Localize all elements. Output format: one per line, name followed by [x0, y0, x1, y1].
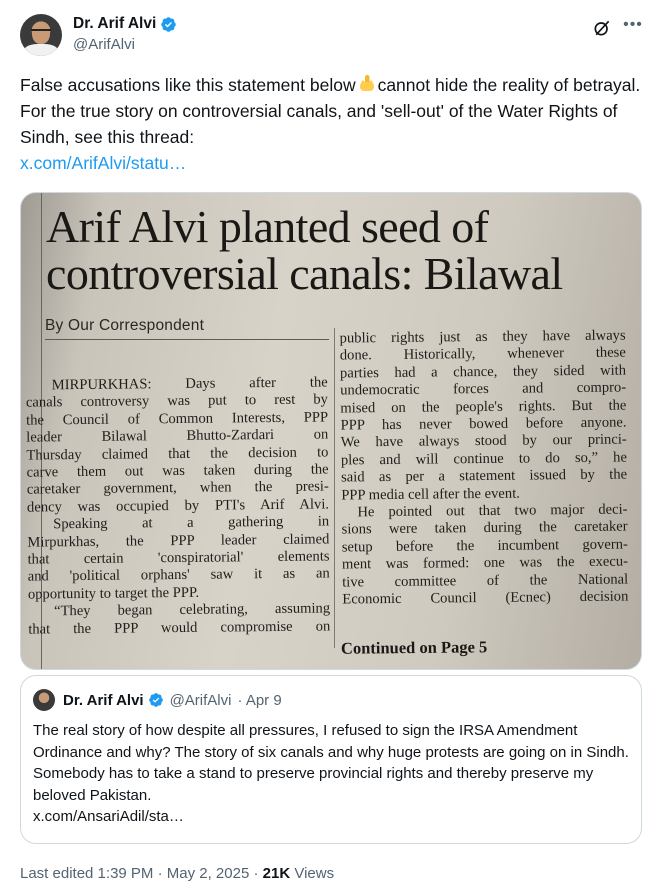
article-line: caretaker government, when the presi-	[26, 478, 329, 499]
byline-rule	[45, 339, 329, 340]
article-line: tive committee of the National	[342, 571, 629, 591]
avatar[interactable]	[20, 14, 62, 56]
article-line: “They began celebrating, assuming	[54, 600, 331, 620]
article-left-column	[26, 374, 331, 638]
article-line: Mirpurkhas, the PPP leader claimed	[27, 531, 330, 551]
headline-line-1: Arif Alvi planted seed of	[46, 201, 489, 252]
author-handle[interactable]: @ArifAlvi	[73, 36, 135, 53]
quoted-link[interactable]: x.com/AnsariAdil/sta…	[33, 808, 184, 825]
grok-icon[interactable]	[592, 18, 612, 38]
article-line: that the PPP would compromise on	[28, 618, 331, 638]
article-line: public rights just as they have always	[339, 327, 626, 347]
article-line: PPP media cell after the event.	[341, 485, 520, 504]
views-count[interactable]: 21K	[262, 865, 291, 882]
newspaper-clipping-image[interactable]	[20, 192, 642, 670]
author-name-text[interactable]: Dr. Arif Alvi	[73, 15, 157, 32]
article-line: sions were taken during the caretaker	[341, 518, 628, 538]
article-line: MIRPURKHAS: Days after the	[51, 374, 328, 394]
author-name[interactable]	[73, 15, 177, 33]
tweet-text-part1: False accusations like this statement below	[20, 75, 356, 95]
quoted-tweet-header	[33, 689, 282, 711]
article-line: that certain 'conspiratorial' elements	[27, 548, 330, 568]
tweet-meta	[20, 865, 334, 882]
quoted-tweet[interactable]	[20, 675, 642, 844]
views-label: Views	[294, 865, 335, 882]
article-line: dency was occupied by PTI's Arif Alvi.	[26, 496, 330, 516]
headline-line-2: controversial canals: Bilawal	[46, 248, 563, 299]
article-line: ples and will continue to do so,” he	[340, 449, 627, 469]
article-line: leader Bilawal Bhutto-Zardari on	[26, 426, 329, 446]
article-line: Speaking at a gathering in	[53, 513, 330, 533]
quoted-text-body: The real story of how despite all pressures, I refused to sign the IRSA Amendment Ordinance and why? The story of six canals and why huge protests are going on in Sindh. Somebody has to take a stand to preserve provincial rights and thereby preserve my beloved Pakistan.	[33, 722, 629, 804]
verified-badge-icon	[148, 692, 164, 708]
tweet-thread-link[interactable]: x.com/ArifAlvi/statu…	[20, 153, 187, 173]
article-line: Thursday claimed that the decision to	[26, 444, 329, 464]
quoted-avatar	[33, 689, 55, 711]
article-line: undemocratic forces and compro-	[340, 379, 627, 399]
tweet-text-part2: cannot hide the reality of betrayal. For the true story on controversial canals, and 'sell-out' of the Water Rights of Sindh, see this thread:	[20, 75, 641, 147]
newspaper-headline	[46, 203, 636, 297]
column-divider	[334, 328, 335, 648]
quoted-date: · Apr 9	[237, 691, 282, 709]
tweet-text	[20, 72, 645, 150]
quoted-tweet-text	[33, 720, 629, 828]
article-line: PPP has never bowed before anyone.	[340, 414, 627, 434]
article-line: mised on the people's rights. But the	[340, 397, 627, 417]
article-line: ment was formed: one was the execu-	[341, 553, 629, 573]
article-line: Economic Council (Ecnec) decision	[342, 588, 629, 608]
article-right-column	[340, 328, 629, 609]
continued-label: Continued on Page 5	[340, 637, 488, 658]
newspaper-byline: By Our Correspondent	[45, 317, 205, 334]
edited-timestamp[interactable]: Last edited 1:39 PM · May 2, 2025 ·	[20, 865, 259, 882]
quoted-author-handle: @ArifAlvi	[169, 691, 232, 709]
article-line: said as per a statement issued by the	[341, 466, 628, 486]
article-line: setup before the incumbent govern-	[341, 536, 628, 556]
article-line: the Council of Common Interests, PPP	[26, 409, 329, 429]
article-line: opportunity to target the PPP.	[27, 584, 200, 603]
article-line: We have always stood by our princi-	[340, 431, 627, 451]
author-block	[73, 15, 177, 53]
article-line: done. Historically, whenever these	[339, 344, 626, 364]
verified-badge-icon	[160, 16, 177, 33]
article-line: carve them out was taken during the	[26, 461, 329, 481]
article-line: and 'political orphans' saw it as an	[27, 565, 330, 586]
article-line: canals controversy was put to rest by	[25, 391, 328, 411]
quoted-author-name: Dr. Arif Alvi	[63, 691, 144, 709]
article-line: parties had a chance, they sided with	[339, 362, 627, 382]
pointing-down-icon	[357, 74, 377, 94]
article-line: He pointed out that two major deci-	[357, 501, 628, 521]
tweet-header	[20, 12, 645, 58]
more-options-icon[interactable]: •••	[623, 16, 643, 33]
